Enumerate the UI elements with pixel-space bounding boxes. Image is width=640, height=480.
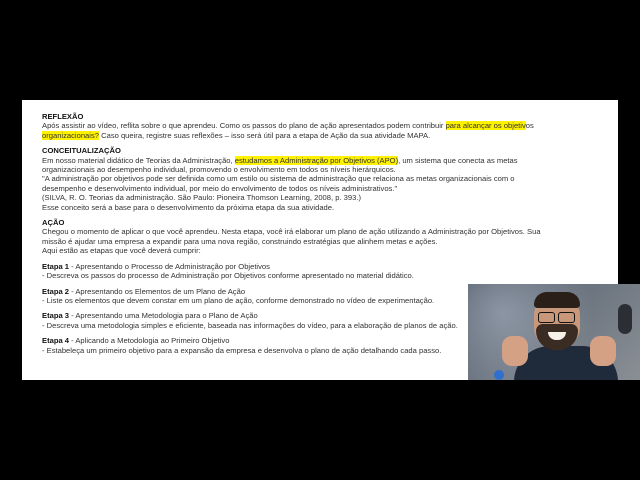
paragraph-line — [42, 203, 608, 212]
text-run: , um sistema que conecta as metas — [398, 155, 518, 165]
etapa-heading: - Aplicando a Metodologia ao Primeiro Objetivo — [69, 336, 230, 346]
text-run: (SILVA, R. O. Teorias da administração. São Paulo: Pioneira Thomson Learning, 2008, p. 393.) — [42, 193, 361, 203]
etapa-description: - Descreva uma metodologia simples e eficiente, baseada nas informações do vídeo, para a elaboração de planos de ação. — [42, 320, 458, 330]
etapa-label: Etapa 2 — [42, 286, 70, 296]
text-run: Em nosso material didático de Teorias da Administração, — [42, 155, 235, 165]
highlighted-text: organizacionais? — [42, 130, 99, 140]
text-run: Aqui estão as etapas que você deverá cumprir: — [42, 246, 201, 256]
presenter-left-hand — [502, 336, 528, 366]
text-run: os — [525, 121, 534, 131]
etapa-label: Etapa 4 — [42, 336, 70, 346]
paragraph-line — [42, 184, 608, 193]
paragraph-line — [42, 237, 608, 246]
etapa-heading: - Apresentando os Elementos de um Plano de Ação — [69, 286, 246, 296]
etapa-label: Etapa 1 — [42, 261, 70, 271]
webcam-overlay — [468, 284, 640, 380]
text-run: missão é ajudar uma empresa a expandir para uma nova região, construindo estratégias que alinhem metas e ações. — [42, 236, 438, 246]
paragraph-line — [42, 121, 608, 130]
etapa-description: - Estabeleça um primeiro objetivo para a expansão da empresa e desenvolva o plano de ação detalhando cada passo. — [42, 345, 442, 355]
paragraph-line — [42, 193, 608, 202]
etapa-heading: - Apresentando uma Metodologia para o Plano de Ação — [69, 311, 258, 321]
text-run: desempenho e desenvolvimento individual, por meio do envolvimento de todos os níveis administrativos." — [42, 183, 398, 193]
paragraph-line — [42, 156, 608, 165]
highlighted-text: estudamos a Administração por Objetivos (APO) — [234, 155, 399, 165]
paragraph-line — [42, 131, 608, 140]
text-run: Esse conceito será a base para o desenvolvimento da próxima etapa da sua atividade. — [42, 202, 335, 212]
presenter-hair — [534, 292, 580, 308]
paragraph-line — [42, 165, 608, 174]
text-run: Caso queira, registre suas reflexões – isso será útil para a etapa de Ação da sua atividade MAPA. — [99, 130, 431, 140]
etapa-label: Etapa 3 — [42, 311, 70, 321]
paragraph-line — [42, 174, 608, 183]
section-title: REFLEXÃO — [42, 112, 84, 121]
section-title: AÇÃO — [42, 218, 65, 228]
text-run: Chegou o momento de aplicar o que você aprendeu. Nesta etapa, você irá elaborar um plano de ação utilizando a Administração por Objetivos. Sua — [42, 227, 541, 237]
etapa-block — [42, 262, 608, 281]
etapa-title — [42, 262, 608, 271]
text-run: "A administração por objetivos pode ser definida como um estilo ou sistema de administração que relaciona as metas organizacionais com o — [42, 174, 515, 184]
paragraph-line — [42, 246, 608, 255]
paragraph-line — [42, 227, 608, 236]
microphone-icon — [494, 370, 504, 380]
etapa-heading: - Apresentando o Processo de Administração por Objetivos — [69, 261, 270, 271]
text-run: organizacionais ao desempenho individual, promovendo o envolvimento em todos os níveis hierárquicos. — [42, 165, 396, 175]
text-run: Após assistir ao vídeo, reflita sobre o que aprendeu. Como os passos do plano de ação apresentados podem contribuir — [42, 121, 446, 131]
presenter-right-hand — [590, 336, 616, 366]
lamp-shape — [618, 304, 632, 334]
etapa-description: - Liste os elementos que devem constar em um plano de ação, conforme demonstrado no vídeo de experimentação. — [42, 295, 435, 305]
section-title: CONCEITUALIZAÇÃO — [42, 146, 121, 156]
etapa-description: - Descreva os passos do processo de Administração por Objetivos conforme apresentado no material didático. — [42, 271, 414, 281]
highlighted-text: para alcançar os objetiv — [445, 121, 526, 131]
presenter-glasses — [538, 312, 576, 322]
